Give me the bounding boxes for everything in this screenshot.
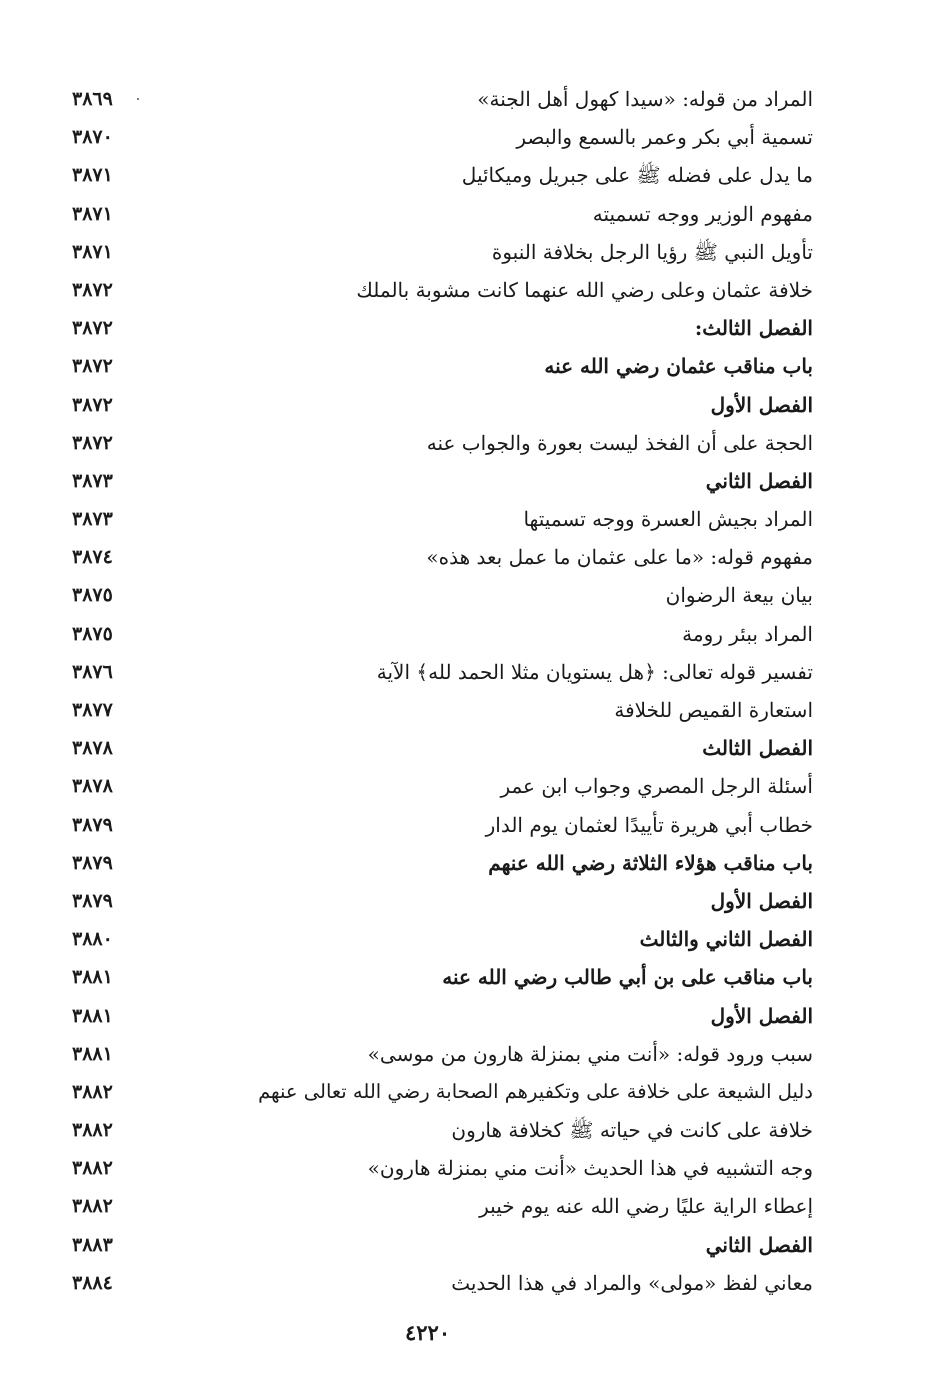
toc-page-number: ٣٨٧٢ — [72, 317, 113, 340]
toc-entry-title: مفهوم قوله: «ما على عثمان ما عمل بعد هذه» — [426, 545, 813, 570]
toc-entry-row — [0, 576, 940, 614]
toc-page-number: ٣٨٨٢ — [72, 1195, 113, 1218]
toc-heading-title: الفصل الثاني — [705, 1232, 813, 1257]
toc-heading-title: الفصل الثاني — [705, 468, 813, 493]
toc-heading-title: الفصل الثالث: — [694, 316, 813, 341]
toc-entry-title: المراد من قوله: «سيدا كهول أهل الجنة» — [477, 87, 813, 111]
toc-page-number: ٣٨٧٤ — [72, 546, 113, 569]
toc-entry-title: دليل الشيعة على خلافة على وتكفيرهم الصحابة رضي الله تعالى عنهم — [258, 1079, 813, 1103]
toc-entry-title: تأويل النبي ﷺ رؤيا الرجل بخلافة النبوة — [491, 239, 813, 264]
toc-heading-row — [0, 386, 940, 424]
toc-page-number: ٣٨٨٢ — [72, 1157, 113, 1180]
toc-page-number: ٣٨٧٢ — [72, 393, 113, 416]
toc-page-number: ٣٨٧٨ — [72, 737, 113, 760]
toc-entry-row — [0, 271, 940, 309]
toc-entry-row — [0, 233, 940, 271]
toc-entry-title: الحجة على أن الفخذ ليست بعورة والجواب عنه — [426, 430, 813, 455]
toc-entry-row — [0, 1264, 940, 1302]
toc-page-number: ٣٨٧٥ — [72, 584, 113, 607]
toc-entry-row — [0, 691, 940, 729]
toc-heading-row — [0, 997, 940, 1035]
toc-heading-row — [0, 958, 940, 996]
toc-entry-title: خلافة على كانت في حياته ﷺ كخلافة هارون — [451, 1118, 813, 1143]
toc-heading-row — [0, 1226, 940, 1264]
toc-page-number: ٣٨٧٢ — [72, 431, 113, 454]
toc-heading-row — [0, 882, 940, 920]
toc-heading-title: الفصل الأول — [710, 392, 813, 417]
toc-entry-title: إعطاء الراية عليًا رضي الله عنه يوم خيبر — [479, 1194, 813, 1219]
toc-entry-title: خطاب أبي هريرة تأييدًا لعثمان يوم الدار — [485, 812, 813, 837]
toc-entry-title: استعارة القميص للخلافة — [614, 698, 813, 722]
toc-entry-title: أسئلة الرجل المصري وجواب ابن عمر — [500, 774, 813, 799]
toc-heading-row — [0, 729, 940, 767]
toc-heading-row — [0, 309, 940, 347]
toc-entry-row — [0, 653, 940, 691]
toc-entry-row — [0, 538, 940, 576]
toc-entry-title: مفهوم الوزير ووجه تسميته — [592, 201, 813, 226]
table-of-contents — [0, 80, 940, 1302]
toc-entry-row — [0, 118, 940, 156]
toc-page-number: ٣٨٧٥ — [72, 622, 113, 645]
toc-page-number: ٣٨٧٣ — [72, 508, 113, 531]
toc-page-number: ٣٨٧١ — [72, 164, 113, 187]
toc-entry-row — [0, 1111, 940, 1149]
toc-entry-row — [0, 767, 940, 805]
toc-page-number: ٣٨٨٤ — [72, 1271, 113, 1294]
toc-page-number: ٣٨٧٢ — [72, 278, 113, 301]
toc-entry-row — [0, 1149, 940, 1187]
toc-entry-row — [0, 195, 940, 233]
toc-page-number: ٣٨٧٦ — [72, 660, 113, 683]
toc-page-number: ٣٨٨١ — [72, 1004, 113, 1027]
toc-heading-row — [0, 462, 940, 500]
toc-entry-row — [0, 615, 940, 653]
toc-entry-title: تفسير قوله تعالى: ﴿هل يستويان مثلا الحمد لله﴾ الآية — [376, 659, 813, 684]
toc-entry-title: المراد بجيش العسرة ووجه تسميتها — [523, 507, 813, 532]
toc-page-number: ٣٨٨٢ — [72, 1080, 113, 1103]
toc-entry-row — [0, 424, 940, 462]
toc-heading-title: الفصل الثالث — [702, 736, 813, 761]
toc-heading-title: الفصل الأول — [710, 1003, 813, 1028]
toc-entry-title: ما يدل على فضله ﷺ على جبريل وميكائيل — [461, 163, 813, 188]
toc-entry-row — [0, 156, 940, 194]
toc-page-number: ٣٨٧٣ — [72, 469, 113, 492]
toc-heading-title: باب مناقب عثمان رضي الله عنه — [544, 354, 813, 379]
toc-entry-row — [0, 80, 940, 118]
toc-page-number: ٣٨٧٩ — [72, 889, 113, 912]
toc-entry-title: وجه التشبيه في هذا الحديث «أنت مني بمنزلة هارون» — [367, 1156, 813, 1181]
toc-entry-title: المراد ببئر رومة — [682, 621, 813, 646]
toc-entry-row — [0, 1187, 940, 1225]
toc-page-number: ٣٨٧٠ — [72, 126, 113, 149]
toc-entry-title: بيان بيعة الرضوان — [665, 583, 813, 608]
toc-heading-row — [0, 347, 940, 385]
toc-heading-row — [0, 844, 940, 882]
toc-heading-title: باب مناقب هؤلاء الثلاثة رضي الله عنهم — [488, 850, 813, 875]
toc-heading-title: الفصل الأول — [710, 888, 813, 913]
toc-entry-title: خلافة عثمان وعلى رضي الله عنهما كانت مشوبة بالملك — [356, 277, 813, 302]
toc-heading-title: باب مناقب على بن أبي طالب رضي الله عنه — [442, 965, 813, 990]
toc-page-number: ٣٨٨٢ — [72, 1119, 113, 1142]
toc-page-number: ٣٨٧١ — [72, 202, 113, 225]
toc-entry-row — [0, 1035, 940, 1073]
toc-entry-title: تسمية أبي بكر وعمر بالسمع والبصر — [516, 125, 813, 150]
toc-entry-row — [0, 1073, 940, 1111]
toc-page-number: ٣٨٨٠ — [72, 928, 113, 951]
toc-page-number: ٣٨٨٣ — [72, 1233, 113, 1256]
toc-entry-title: سبب ورود قوله: «أنت مني بمنزلة هارون من موسى» — [367, 1041, 813, 1066]
toc-page-number: ٣٨٧٨ — [72, 775, 113, 798]
toc-entry-title: معاني لفظ «مولى» والمراد في هذا الحديث — [451, 1270, 813, 1295]
toc-heading-title: الفصل الثاني والثالث — [639, 927, 813, 952]
toc-heading-row — [0, 920, 940, 958]
toc-page-number: ٣٨٧٩ — [72, 851, 113, 874]
toc-page-number: ٣٨٨١ — [72, 1042, 113, 1065]
page-number: ٤٢٢٠ — [405, 1320, 451, 1345]
toc-entry-row — [0, 806, 940, 844]
toc-page-number: ٣٨٧٧ — [72, 699, 113, 721]
toc-page-number: ٣٨٧١ — [72, 240, 113, 263]
toc-page-number: ٣٨٧٩ — [72, 813, 113, 836]
toc-page-number: ٣٨٧٢ — [72, 355, 113, 378]
toc-entry-row — [0, 500, 940, 538]
toc-page-number: ٣٨٦٩ — [72, 88, 113, 110]
toc-page-number: ٣٨٨١ — [72, 966, 113, 989]
